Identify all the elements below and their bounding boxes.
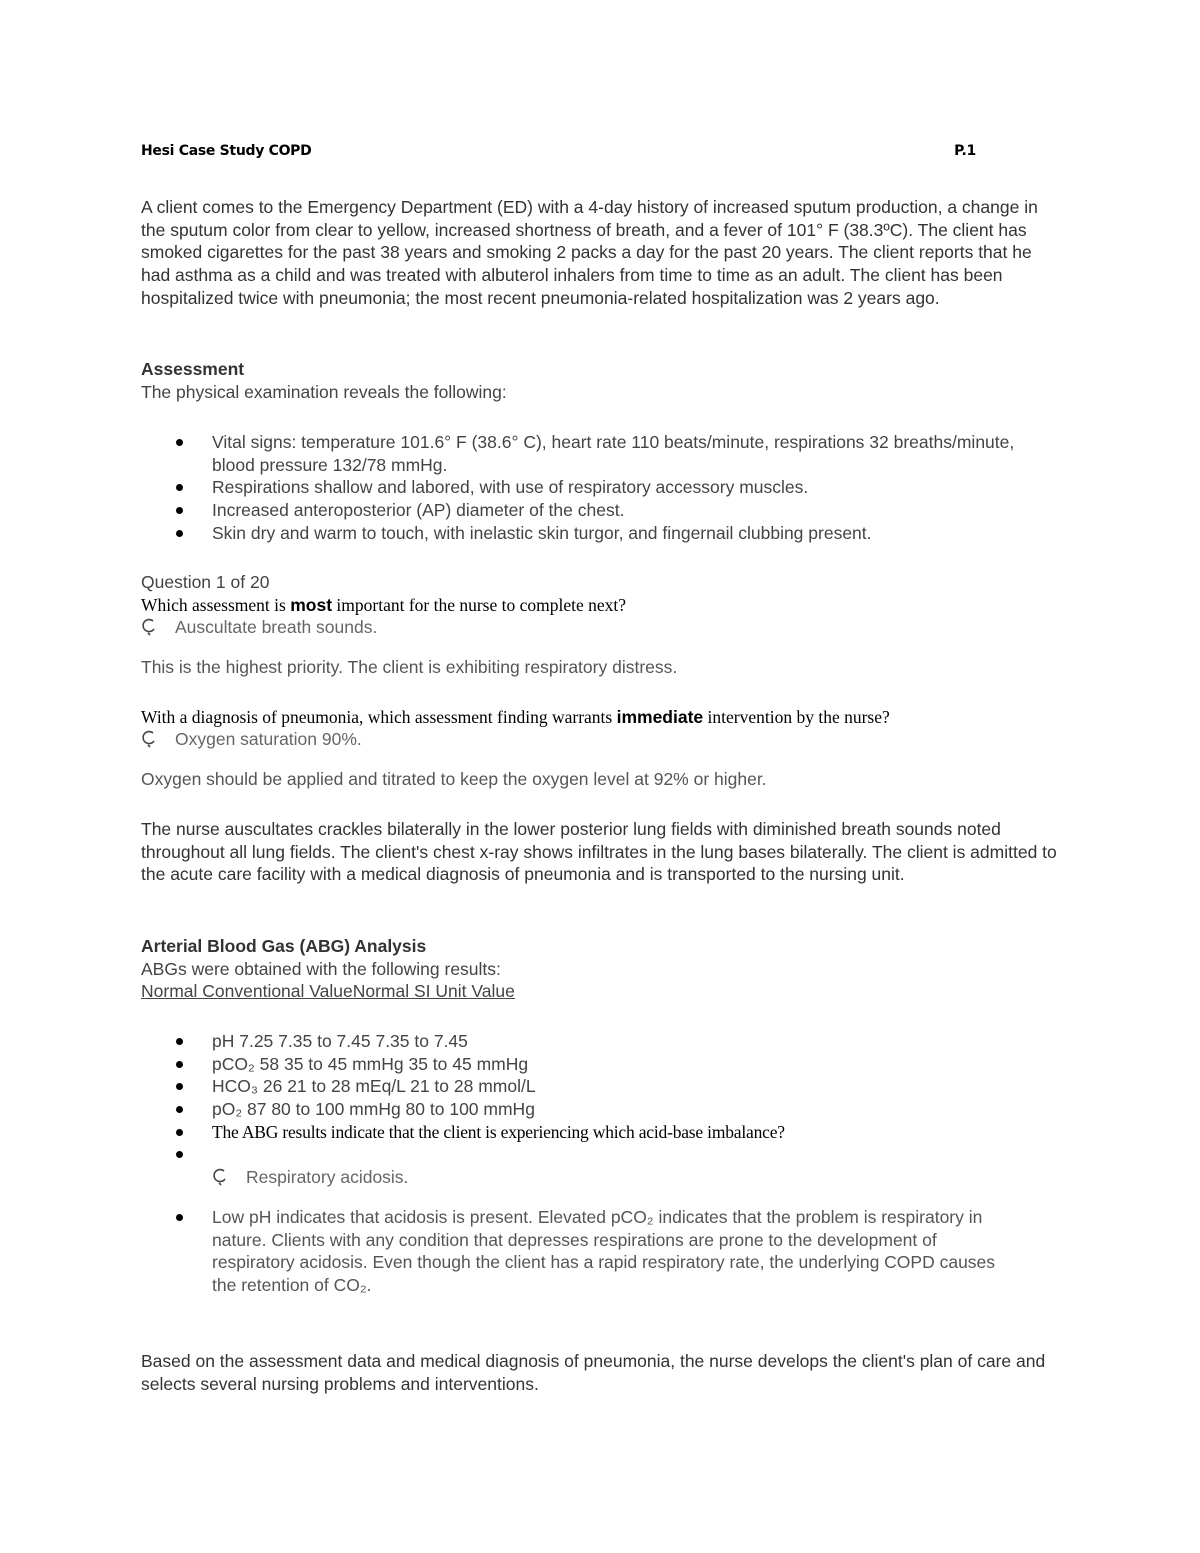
assessment-lead: The physical examination reveals the following: <box>141 382 507 402</box>
question-2-answer[interactable]: Oxygen saturation 90%. <box>141 728 362 750</box>
page-header <box>141 143 976 167</box>
list-item: Skin dry and warm to touch, with inelastic skin turgor, and fingernail clubbing present. <box>141 522 1021 545</box>
bullet-icon <box>176 1214 183 1221</box>
abg-rationale: Low pH indicates that acidosis is present. Elevated pCO₂ indicates that the problem is respiratory in nature. Clients with any condition that depresses respirations are prone to the development of respiratory acidosis. Even though the client has a rapid respiratory rate, the underlying COPD causes the retention of CO₂. <box>212 1207 996 1296</box>
list-item: pH 7.25 7.35 to 7.45 7.35 to 7.45 <box>141 1030 1021 1053</box>
abg-column-headers: Normal Conventional ValueNormal SI Unit Value <box>141 981 515 1001</box>
list-item: Increased anteroposterior (AP) diameter of the chest. <box>141 499 1021 522</box>
radio-icon[interactable] <box>141 617 155 631</box>
list-item: pCO₂ 58 35 to 45 mmHg 35 to 45 mmHg <box>141 1053 1021 1076</box>
bullet-icon <box>176 1106 183 1113</box>
question-2-text: With a diagnosis of pneumonia, which assessment finding warrants immediate intervention by the nurse? <box>141 707 890 727</box>
assessment-list <box>141 431 1021 545</box>
question-counter: Question 1 of 20 <box>141 572 270 592</box>
list-item: HCO₃ 26 21 to 28 mEq/L 21 to 28 mmol/L <box>141 1075 1021 1098</box>
closing-paragraph: Based on the assessment data and medical diagnosis of pneumonia, the nurse develops the client's plan of care and selects several nursing problems and interventions. <box>141 1351 1046 1394</box>
intro-paragraph: A client comes to the Emergency Department (ED) with a 4-day history of increased sputum production, a change in the sputum color from clear to yellow, increased shortness of breath, and a fever of 101° F (38.3ºC). The client has smoked cigarettes for the past 38 years and smoking 2 packs a day for the past 20 years. The client reports that he had asthma as a child and was treated with albuterol inhalers from time to time as an adult. The client has been hospitalized twice with pneumonia; the most recent pneumonia-related hospitalization was 2 years ago. <box>141 197 1038 308</box>
bullet-icon <box>176 530 183 537</box>
assessment-heading: Assessment <box>141 359 245 379</box>
question-2-rationale: Oxygen should be applied and titrated to keep the oxygen level at 92% or higher. <box>141 769 767 789</box>
question-1-text: Which assessment is most important for the nurse to complete next? <box>141 595 627 615</box>
list-item: Respirations shallow and labored, with use of respiratory accessory muscles. <box>141 476 1021 499</box>
document-title: Hesi Case Study COPD <box>141 143 312 159</box>
list-item: pO₂ 87 80 to 100 mmHg 80 to 100 mmHg <box>141 1098 1021 1121</box>
list-item <box>141 1143 1021 1165</box>
bullet-icon <box>176 1083 183 1090</box>
list-item <box>141 1121 1021 1143</box>
list-item <box>141 1206 1021 1297</box>
bullet-icon <box>176 484 183 491</box>
bullet-icon <box>176 1129 183 1136</box>
list-item: Vital signs: temperature 101.6° F (38.6° C), heart rate 110 beats/minute, respirations 32 breaths/minute, blood pressure 132/78 mmHg. <box>141 431 1021 476</box>
radio-icon[interactable] <box>212 1167 226 1181</box>
abg-rationale-list <box>141 1206 1021 1297</box>
bullet-icon <box>176 1061 183 1068</box>
auscultation-paragraph: The nurse auscultates crackles bilaterally in the lower posterior lung fields with diminished breath sounds noted throughout all lung fields. The client's chest x-ray shows infiltrates in the lung bases bilaterally. The client is admitted to the acute care facility with a medical diagnosis of pneumonia and is transported to the nursing unit. <box>141 819 1057 885</box>
abg-answer[interactable]: Respiratory acidosis. <box>212 1166 408 1188</box>
abg-heading: Arterial Blood Gas (ABG) Analysis <box>141 936 427 956</box>
question-1-rationale: This is the highest priority. The client is exhibiting respiratory distress. <box>141 657 678 677</box>
bullet-icon <box>176 507 183 514</box>
abg-results-list <box>141 1030 1021 1165</box>
page-number: P.1 <box>954 143 976 159</box>
abg-question: The ABG results indicate that the client is experiencing which acid-base imbalance? <box>212 1121 785 1142</box>
bullet-icon <box>176 1038 183 1045</box>
radio-icon[interactable] <box>141 729 155 743</box>
bullet-icon <box>176 1151 183 1158</box>
bullet-icon <box>176 439 183 446</box>
abg-lead: ABGs were obtained with the following results: <box>141 959 501 979</box>
question-1-answer[interactable]: Auscultate breath sounds. <box>141 616 377 638</box>
